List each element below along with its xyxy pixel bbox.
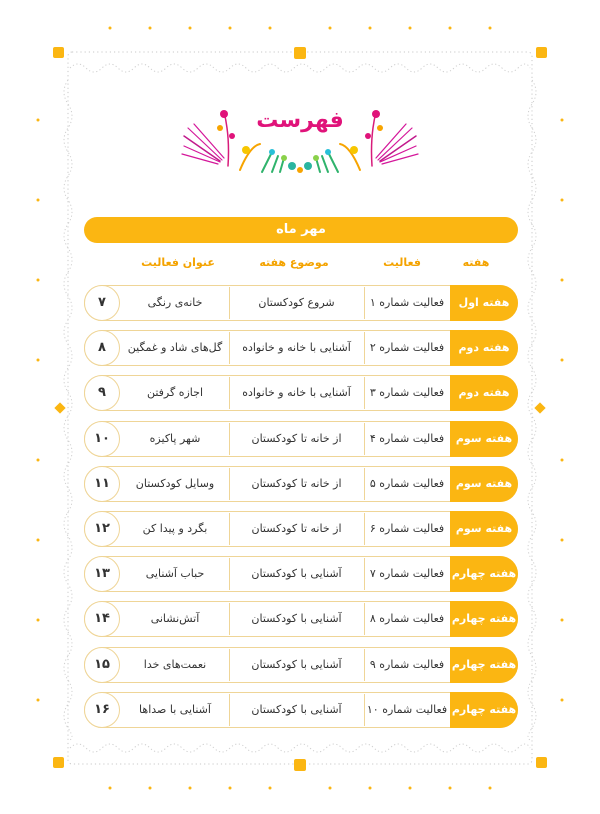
row-topic: از خانه تا کودکستان	[251, 476, 342, 490]
row-activity-title: گل‌های شاد و غمگین	[127, 341, 223, 355]
row-activity: فعالیت شماره ۹	[369, 657, 445, 671]
row-page-number: ۱۵	[84, 647, 120, 683]
row-week-badge: هفته سوم	[450, 421, 518, 457]
row-page-number: ۱۰	[84, 421, 120, 457]
row-activity: فعالیت شماره ۱	[369, 296, 445, 309]
header-activity: فعالیت	[383, 256, 421, 269]
row-week-badge: هفته چهارم	[450, 647, 518, 683]
row-activity-title: وسایل کودکستان	[135, 476, 215, 490]
row-activity: فعالیت شماره ۲	[369, 341, 445, 355]
row-page-number: ۱۲	[84, 511, 120, 547]
row-topic: آشنایی با کودکستان	[251, 612, 342, 626]
month-banner: مهر ماه	[84, 217, 518, 243]
row-topic: از خانه تا کودکستان	[251, 431, 342, 445]
table-row[interactable]	[84, 601, 518, 637]
table-row[interactable]	[84, 330, 518, 366]
table-row[interactable]	[84, 511, 518, 547]
row-page-number: ۱۱	[84, 466, 120, 502]
table-row[interactable]	[84, 692, 518, 728]
row-week-badge: هفته دوم	[450, 375, 518, 411]
row-topic: آشنایی با کودکستان	[251, 567, 342, 581]
table-row[interactable]	[84, 466, 518, 502]
row-week-badge: هفته سوم	[450, 511, 518, 547]
row-week-badge: هفته دوم	[450, 330, 518, 366]
row-activity-title: خانه‌ی رنگی	[147, 296, 203, 309]
table-row[interactable]	[84, 647, 518, 683]
table-row[interactable]	[84, 285, 518, 321]
row-week-badge: هفته چهارم	[450, 601, 518, 637]
row-week-badge: هفته چهارم	[450, 692, 518, 728]
row-week-badge: هفته سوم	[450, 466, 518, 502]
row-activity: فعالیت شماره ۶	[369, 522, 445, 535]
row-topic: آشنایی با خانه و خانواده	[242, 386, 351, 400]
row-page-number: ۹	[84, 375, 120, 411]
table-row[interactable]	[84, 556, 518, 592]
table-row[interactable]	[84, 421, 518, 457]
row-activity-title: آتش‌نشانی	[150, 612, 200, 626]
row-topic: آشنایی با خانه و خانواده	[242, 341, 351, 355]
row-topic: شروع کودکستان	[258, 296, 335, 309]
row-activity: فعالیت شماره ۸	[369, 612, 445, 626]
header-week: هفته	[462, 256, 490, 269]
row-activity: فعالیت شماره ۴	[369, 431, 445, 445]
row-page-number: ۱۳	[84, 556, 120, 592]
row-activity-title: شهر پاکیزه	[149, 431, 201, 445]
row-page-number: ۱۴	[84, 601, 120, 637]
row-topic: آشنایی با کودکستان	[251, 702, 342, 716]
row-activity-title: حباب آشنایی	[145, 567, 205, 581]
row-week-badge: هفته چهارم	[450, 556, 518, 592]
header-activity-title: عنوان فعالیت	[141, 256, 215, 269]
row-topic: آشنایی با کودکستان	[251, 657, 342, 671]
row-activity: فعالیت شماره ۱۰	[366, 702, 448, 716]
row-activity-title: اجازه گرفتن	[146, 386, 204, 400]
row-activity: فعالیت شماره ۳	[369, 386, 445, 400]
row-activity: فعالیت شماره ۷	[369, 567, 445, 581]
row-page-number: ۸	[84, 330, 120, 366]
row-week-badge: هفته اول	[450, 285, 518, 321]
row-page-number: ۷	[84, 285, 120, 321]
table-row[interactable]	[84, 375, 518, 411]
header-topic: موضوع هفته	[259, 256, 329, 269]
row-topic: از خانه تا کودکستان	[251, 522, 342, 535]
row-activity-title: بگرد و پیدا کن	[142, 522, 208, 535]
row-activity-title: نعمت‌های خدا	[143, 657, 207, 671]
table-header	[0, 252, 600, 274]
page-title: فهرست	[256, 108, 344, 133]
row-activity-title: آشنایی با صداها	[139, 702, 211, 716]
row-page-number: ۱۶	[84, 692, 120, 728]
row-activity: فعالیت شماره ۵	[369, 476, 445, 490]
